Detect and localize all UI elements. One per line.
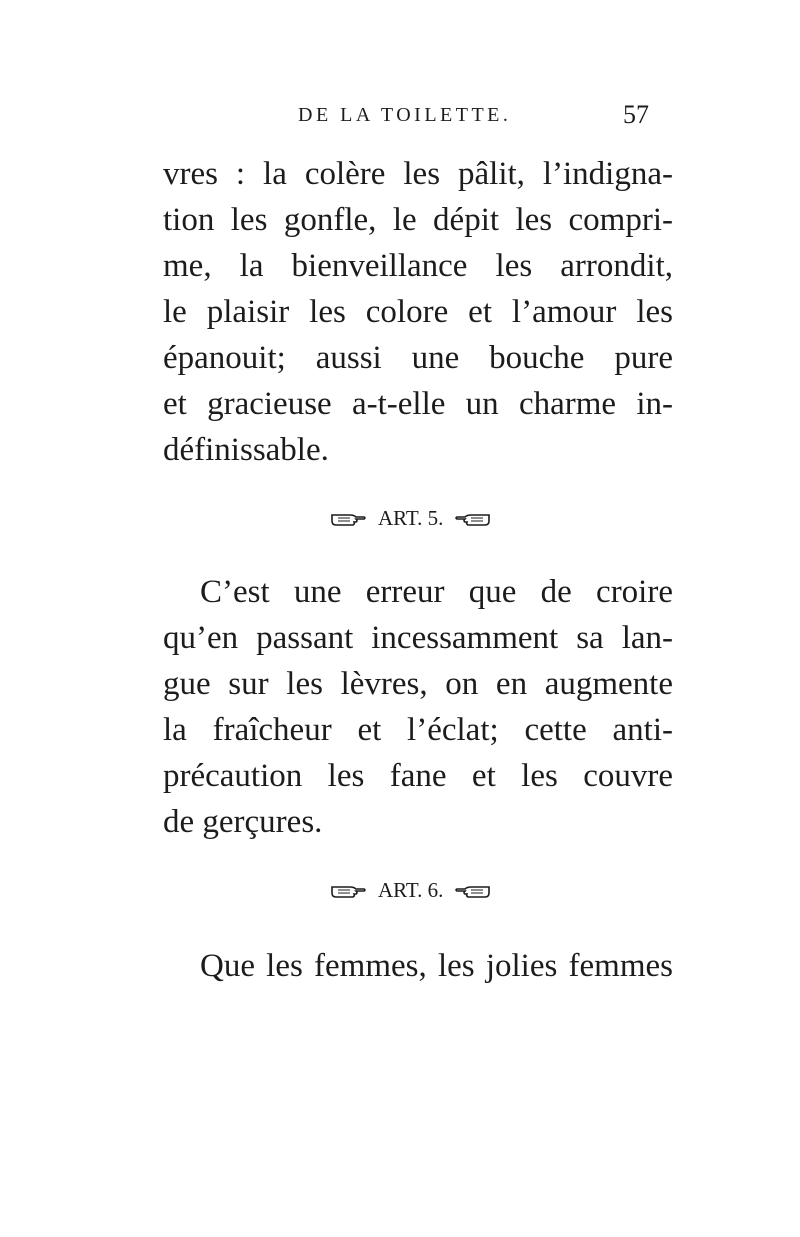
text-line: la fraîcheur et l’éclat; cette anti- xyxy=(163,712,673,748)
text-line: qu’en passant incessamment sa lan- xyxy=(163,620,673,656)
article-heading-5 xyxy=(0,506,800,546)
text-line: me, la bienveillance les arrondit, xyxy=(163,248,673,284)
running-head xyxy=(298,100,678,136)
text-line: et gracieuse a-t-elle un charme in- xyxy=(163,386,673,422)
pointing-hand-right-icon xyxy=(330,509,368,529)
pointing-hand-right-icon xyxy=(330,881,368,901)
page-number: 57 xyxy=(623,100,649,129)
text-line: le plaisir les colore et l’amour les xyxy=(163,294,673,330)
article-label: ART. 6. xyxy=(378,878,444,902)
text-line: gue sur les lèvres, on en augmente xyxy=(163,666,673,702)
text-line: précaution les fane et les couvre xyxy=(163,758,673,794)
running-title: DE LA TOILETTE. xyxy=(298,104,512,126)
text-line: C’est une erreur que de croire xyxy=(200,574,673,610)
text-line: épanouit; aussi une bouche pure xyxy=(163,340,673,376)
text-line: tion les gonfle, le dépit les compri- xyxy=(163,202,673,238)
text-line: vres : la colère les pâlit, l’indigna- xyxy=(163,156,673,192)
text-line: de gerçures. xyxy=(163,804,323,840)
text-line: Que les femmes, les jolies femmes xyxy=(200,948,673,984)
article-label: ART. 5. xyxy=(378,506,444,530)
text-line: définissable. xyxy=(163,432,329,468)
pointing-hand-left-icon xyxy=(453,881,491,901)
article-heading-6 xyxy=(0,878,800,918)
pointing-hand-left-icon xyxy=(453,509,491,529)
